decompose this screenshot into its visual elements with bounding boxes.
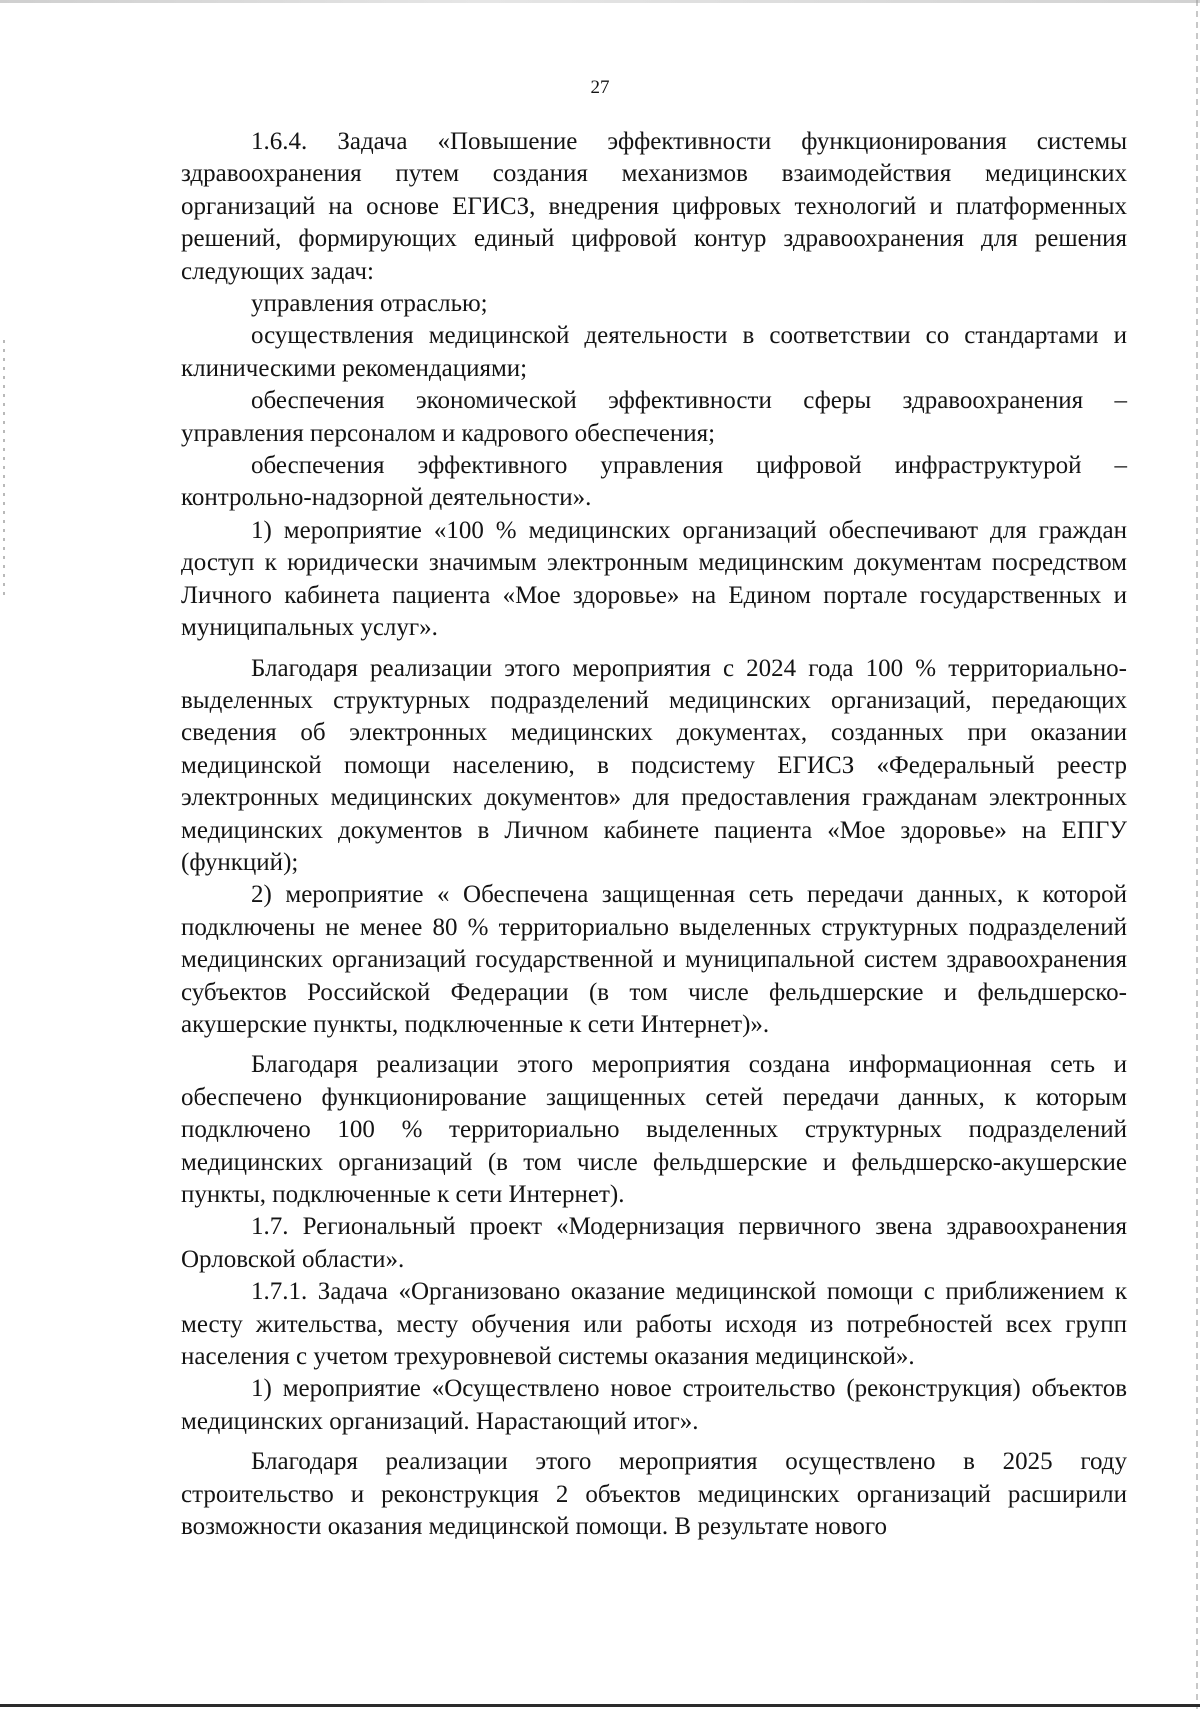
document-body (181, 126, 1127, 1543)
paragraph-list-item: управления отраслью; (251, 290, 488, 318)
paragraph-measure-1: 1) мероприятие «100 % медицинских организаций обеспечивают для граждан доступ к юридически значимым электронным медицинским документам посредством Личного кабинета пациента «Мое здоровье» на Едином портале государственных и муниципальных услуг». (181, 516, 1127, 642)
paragraph-measure-2: 2) мероприятие « Обеспечена защищенная сеть передачи данных, к которой подключены не менее 80 % территориально выделенных структурных подразделений медицинских организаций государственной и муниципальной систем здравоохранения субъектов Российской Федерации (в том числе фельдшерские и фельдшерско-акушерские пункты, подключенные к сети Интернет)». (181, 881, 1127, 1038)
paragraph-task-1-6-4: 1.6.4. Задача «Повышение эффективности функционирования системы здравоохранения путем создания механизмов взаимодействия медицинских организаций на основе ЕГИСЗ, внедрения цифровых технологий и платформенных решений, формирующих единый цифровой контур здравоохранения для решения следующих задач: (181, 128, 1127, 285)
page-number: 27 (590, 77, 610, 98)
paragraph-result-1: Благодаря реализации этого мероприятия с 2024 года 100 % территориально-выделенных структурных подразделений медицинских организаций, передающих сведения об электронных медицинских документах, созданных при оказании медицинской помощи населению, в подсистему ЕГИСЗ «Федеральный реестр электронных медицинских документов» для предоставления гражданам электронных медицинских документов в Личном кабинете пациента «Мое здоровье» на ЕПГУ (функций); (181, 654, 1127, 876)
paragraph-list-item: обеспечения эффективного управления цифровой инфраструктурой – контрольно-надзорной деятельности». (181, 452, 1127, 512)
scan-edge-right (1196, 0, 1198, 1709)
paragraph-result-3: Благодаря реализации этого мероприятия осуществлено в 2025 году строительство и реконструкция 2 объектов медицинских организаций расширили возможности оказания медицинской помощи. В результате нового (181, 1448, 1127, 1541)
paragraph-project-1-7: 1.7. Региональный проект «Модернизация первичного звена здравоохранения Орловской области». (181, 1213, 1127, 1273)
paragraph-result-2: Благодаря реализации этого мероприятия создана информационная сеть и обеспечено функционирование защищенных сетей передачи данных, к которым подключено 100 % территориально выделенных структурных подразделений медицинских организаций (в том числе фельдшерские и фельдшерско-акушерские пункты, подключенные к сети Интернет). (181, 1051, 1127, 1208)
paragraph-list-item: осуществления медицинской деятельности в соответствии со стандартами и клиническими рекомендациями; (181, 322, 1127, 382)
scan-edge-bottom (0, 1704, 1200, 1707)
paragraph-measure-3: 1) мероприятие «Осуществлено новое строительство (реконструкция) объектов медицинских организаций. Нарастающий итог». (181, 1375, 1127, 1435)
scan-edge-top (0, 0, 1200, 3)
paragraph-task-1-7-1: 1.7.1. Задача «Организовано оказание медицинской помощи с приближением к месту жительства, месту обучения или работы исходя из потребностей всех групп населения с учетом трехуровневой системы оказания медицинской». (181, 1278, 1127, 1371)
scan-edge-left (3, 340, 5, 600)
paragraph-list-item: обеспечения экономической эффективности сферы здравоохранения – управления персоналом и кадрового обеспечения; (181, 387, 1127, 447)
